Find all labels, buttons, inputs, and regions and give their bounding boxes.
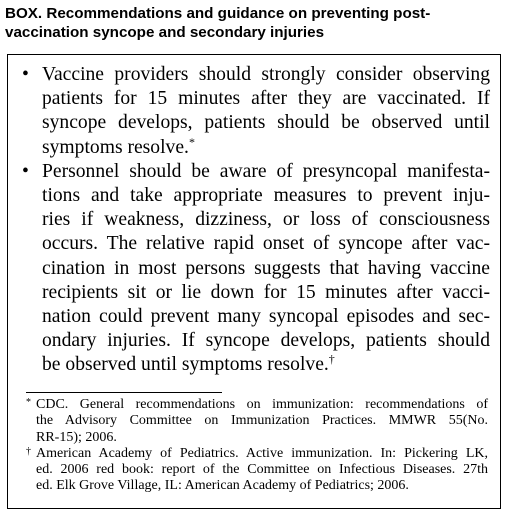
- recommendation-line: patients for 15 minutes after they are vaccinated. If: [42, 88, 490, 110]
- recommendation-line: nation could prevent many syncopal episodes and sec-: [42, 306, 490, 328]
- footnote-line: American Academy of Pediatrics. Active immunization. In: Pickering LK,: [36, 445, 488, 461]
- recommendation-line: ondary injuries. If syncope develops, patients should: [42, 330, 490, 352]
- footnote-marker: *: [26, 397, 31, 408]
- footnote-marker: †: [26, 445, 31, 457]
- footnote-reference: *: [188, 134, 195, 149]
- recommendation-line: syncope develops, patients should be observed until: [42, 112, 490, 134]
- box-title-line-2: vaccination syncope and secondary injuries: [5, 24, 325, 41]
- bullet-icon: •: [22, 64, 29, 85]
- footnote-line: CDC. General recommendations on immunization: recommendations of: [36, 397, 488, 412]
- recommendation-line: occurs. The relative rapid onset of syncope after vac-: [42, 233, 490, 255]
- recommendation-line: cination in most persons suggests that having vaccine: [42, 257, 490, 279]
- recommendation-item: [22, 63, 490, 160]
- footnote-list: [26, 397, 488, 495]
- footnote-line: the Advisory Committee on Immunization Practices. MMWR 55(No.: [36, 413, 488, 429]
- footnote-reference: †: [328, 352, 335, 367]
- footnote-divider: [26, 392, 222, 393]
- box-title-line-1: BOX. Recommendations and guidance on preventing post-: [5, 5, 431, 22]
- recommendation-line: ries if weakness, dizziness, or loss of consciousness: [42, 209, 490, 231]
- footnote-line: ed. 2006 red book: report of the Committee on Infectious Diseases. 27th: [36, 462, 488, 478]
- recommendation-line: Personnel should be aware of presyncopal manifesta-: [42, 160, 490, 182]
- recommendation-line: tions and take appropriate measures to prevent inju-: [42, 185, 490, 207]
- footnote-line: RR-15); 2006.: [36, 429, 117, 445]
- footnote-item: [26, 397, 488, 446]
- recommendation-item: [22, 160, 490, 378]
- recommendation-line: recipients sit or lie down for 15 minutes after vacci-: [42, 281, 490, 303]
- recommendation-line: symptoms resolve.*: [42, 134, 195, 158]
- bullet-icon: •: [22, 160, 29, 182]
- box-title: [5, 4, 505, 42]
- footnote-item: [26, 446, 488, 495]
- footnote-line: ed. Elk Grove Village, IL: American Academy of Pediatrics; 2006.: [36, 478, 409, 494]
- recommendation-line: Vaccine providers should strongly consider observing: [42, 64, 490, 85]
- recommendation-line: be observed until symptoms resolve.†: [42, 352, 335, 376]
- recommendation-list: [22, 63, 490, 378]
